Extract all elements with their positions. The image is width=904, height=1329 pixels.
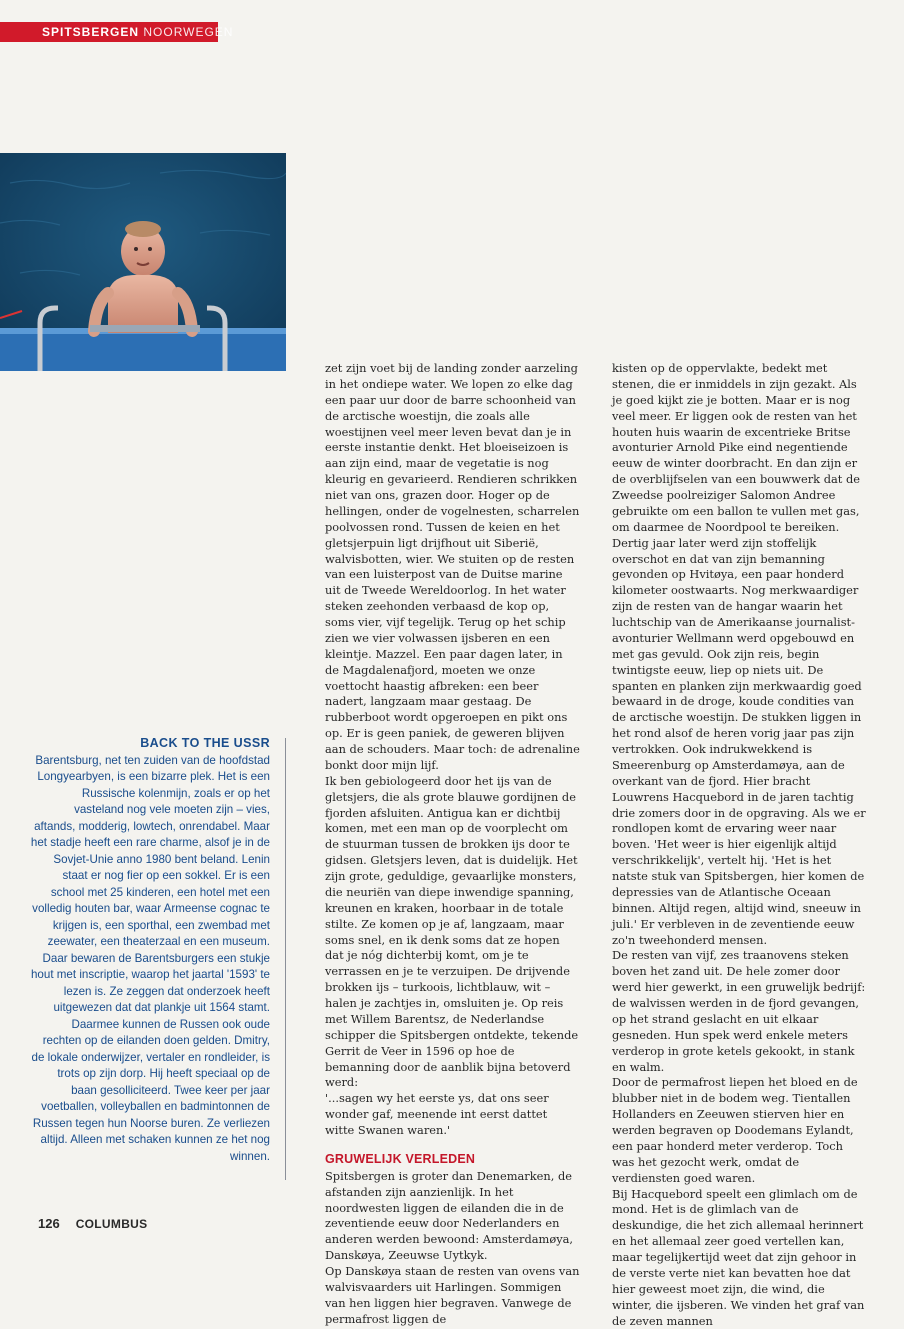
sidebar-body: Barentsburg, net ten zuiden van de hoofdstad Longyearbyen, is een bizarre plek. Het is een Russische kolenmijn, zoals er op het vasteland nog vele moeten zijn – vies, aftands, modderig, lowtech, onrendabel. Maar het stadje heeft een rare charme, alsof je in de Sovjet-Unie anno 1980 bent beland. Lenin staat er nog fier op een sokkel. Er is een school met 25 kinderen, een hotel met een volledig houten bar, waar Armeense cognac te krijgen is, een sporthal, een zwembad met zeewater, een theaterzaal en een museum. Daar bewaren de Barentsburgers een stukje hout met inscriptie, waarop het jaartal '1593' te lezen is. Ze zeggen dat onderzoek heeft uitgewezen dat dat plankje uit 1564 stamt. Daarmee kunnen de Russen ook oude rechten op de eilanden doen gelden. Dmitry, de lokale onderwijzer, vertaler en rondleider, is trots op zijn dorp. Hij heeft speciaal op de baan gesolliciteerd. Twee keer per jaar voetballen, volleyballen en badmintonnen de Russen tegen hun Noorse buren. Ze verliezen altijd. Alleen met schaken kunnen ze het nog winnen. bbox=[30, 753, 270, 1166]
section-title: SPITSBERGEN bbox=[42, 25, 139, 39]
magazine-logo: COLUMBUS bbox=[76, 1217, 148, 1231]
article-column-2 bbox=[325, 361, 580, 1328]
section-tab bbox=[0, 22, 218, 42]
swimmer-photo bbox=[0, 153, 286, 371]
article-paragraph: Spitsbergen is groter dan Denemarken, de afstanden zijn aanzienlijk. In het noordwesten liggen de eilanden die in de zeventiende eeuw door Nederlanders en anderen werden bewoond: Amsterdamøya, Danskøya, Zeeuwse Uytkyk. bbox=[325, 1169, 580, 1264]
swimmer-photo-image bbox=[0, 153, 286, 371]
sidebar-divider bbox=[285, 738, 286, 1180]
section-subtitle: NOORWEGEN bbox=[143, 25, 233, 39]
article-paragraph: Ik ben gebiologeerd door het ijs van de gletsjers, die als grote blauwe gordijnen de fjorden afsluiten. Antigua kan er dichtbij komen, met een man op de voorplecht om de stuurman tussen de brokken ijs door te gidsen. Gletsjers leven, dat is duidelijk. Het zijn grote, geduldige, gevaarlijke monsters, die neuriën van diepe inwendige spanning, kreunen en kraken, hoorbaar in de totale stilte. Ze komen op je af, langzaam, maar soms snel, en ik denk soms dat ze hopen dat je nóg dichterbij komt, om je te verrassen en je te verzuipen. De drijvende brokken ijs – turkoois, lichtblauw, wit – halen je zachtjes in, omsluiten je. Op reis met Willem Barentsz, de Nederlandse schipper die Spitsbergen ontdekte, tekende Gerrit de Veer in 1596 op hoe de bemanning door de aanblik bijna betoverd werd: bbox=[325, 774, 580, 1092]
article-paragraph: Op Danskøya staan de resten van ovens van walvisvaarders uit Harlingen. Sommigen van hen liggen hier begraven. Vanwege de permafrost liggen de bbox=[325, 1264, 580, 1328]
section-heading: GRUWELIJK VERLEDEN bbox=[325, 1152, 580, 1168]
article-paragraph: kisten op de oppervlakte, bedekt met stenen, die er inmiddels in zijn gezakt. Als je goed kijkt zie je botten. Maar er is nog veel meer. Er liggen ook de resten van het houten huis waarin de excentrieke Britse avonturier Arnold Pike eind negentiende eeuw de winter doorbracht. En dan zijn er de overblijfselen van een bouwwerk dat de Zweedse poolreiziger Salomon Andree gebruikte om een ballon te vullen met gas, om daarmee de Noordpool te bereiken. Dertig jaar later werd zijn stoffelijk overschot en dat van zijn bemanning gevonden op Hvitøya, een paar honderd kilometer oostwaarts. Nog merkwaardiger zijn de resten van de hangar waarin het luchtschip van de Amerikaanse journalist-avonturier Wellmann werd opgebouwd en met gas gevuld. Ook zijn reis, begin twintigste eeuw, liep op niets uit. De spanten en planken zijn merkwaardig goed bewaard in de droge, koude condities van de arctische woestijn. De stukken liggen in het rond alsof de heren vorig jaar pas zijn vertrokken. Ook indrukwekkend is Smeerenburg op Amsterdamøya, aan de overkant van de fjord. Hier bracht Louwrens Hacquebord in de jaren tachtig drie zomers door in de opgraving. Als we er rondlopen komt de ervaring weer naar boven. 'Het weer is hier eigenlijk altijd verschrikkelijk', vertelt hij. 'Het is het natste stuk van Spitsbergen, hier komen de depressies van de Atlantische Oceaan binnen. Altijd regen, altijd wind, sneeuw in juli.' Er verbleven in de zeventiende eeuw zo'n tweehonderd mensen. bbox=[612, 361, 867, 948]
page-footer bbox=[38, 1216, 147, 1231]
article-column-3 bbox=[612, 361, 867, 1329]
article-paragraph: De resten van vijf, zes traanovens steken boven het zand uit. De hele zomer door werd hier gewerkt, in een gruwelijk bedrijf: de walvissen werden in de fjord gevangen, op het strand geslacht en uit elkaar gesneden. Hun spek werd enkele meters verderop in grote ketels gekookt, in stank en walm. bbox=[612, 948, 867, 1075]
sidebar-title: BACK TO THE USSR bbox=[30, 735, 270, 752]
article-paragraph: Bij Hacquebord speelt een glimlach om de mond. Het is de glimlach van de deskundige, die het zich allemaal herinnert en het allemaal zeer goed vertellen kan, maar tegelijkertijd weet dat zijn gehoor in de verste verte niet kan bevatten hoe dat hier geweest moet zijn, die wind, die winter, die ijsberen. We vinden het graf van de zeven mannen bbox=[612, 1187, 867, 1329]
article-paragraph: zet zijn voet bij de landing zonder aarzeling in het ondiepe water. We lopen zo elke dag een paar uur door de barre schoonheid van de arctische woestijn, die zoals alle woestijnen veel meer leven bevat dan je in eerste instantie denkt. Het bloeiseizoen is aan zijn eind, maar de vegetatie is nog kleurig en gevarieerd. Rendieren schrikken niet van ons, grazen door. Hoger op de hellingen, onder de vogelnesten, scharrelen poolvossen rond. Tussen de keien en het gletsjerpuin ligt drijfhout uit Siberië, walvisbotten, wier. We stuiten op de resten van een luisterpost van de Duitse marine uit de Tweede Wereldoorlog. In het water steken zeehonden verbaasd de kop op, soms vier, vijf tegelijk. Terug op het schip zien we vier volwassen ijsberen en een kleintje. Mazzel. Een paar dagen later, in de Magdalenafjord, moeten we onze voettocht haastig afbreken: een beer nadert, langzaam maar gestaag. De rubberboot wordt opgeroepen en pikt ons op. Er is geen paniek, de geweren blijven aan de schouders. Maar toch: de adrenaline bonkt door mijn lijf. bbox=[325, 361, 580, 774]
sidebar-box bbox=[30, 735, 270, 1165]
article-paragraph: Door de permafrost liepen het bloed en de blubber niet in de bodem weg. Tientallen Hollanders en Zeeuwen stierven hier en werden begraven op Doodemans Eylandt, een paar honderd meter verderop. Toch was het gezocht werk, omdat de verdiensten goed waren. bbox=[612, 1075, 867, 1186]
page-number: 126 bbox=[38, 1216, 60, 1231]
article-quote: '...sagen wy het eerste ys, dat ons seer wonder gaf, meenende int eerst dattet witte Swanen waren.' bbox=[325, 1091, 580, 1139]
